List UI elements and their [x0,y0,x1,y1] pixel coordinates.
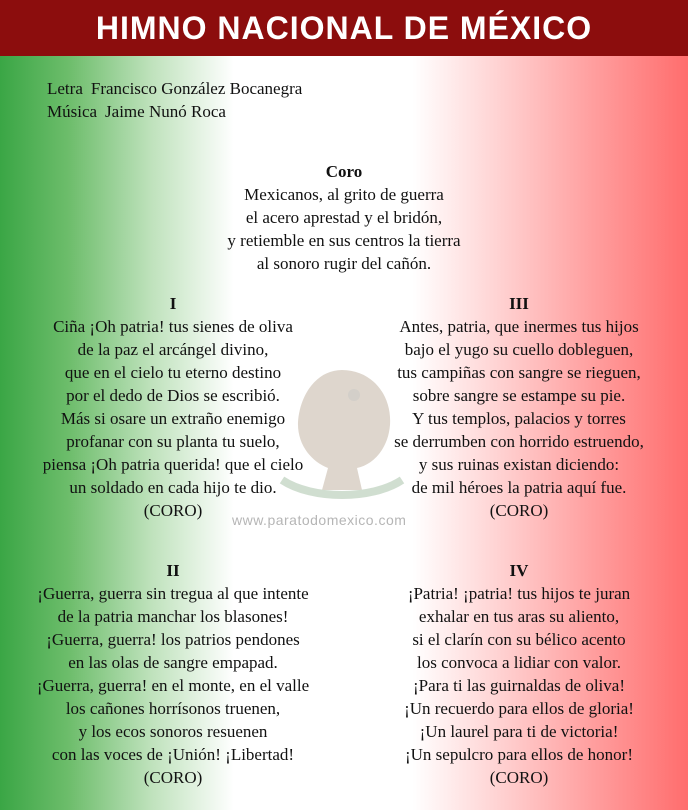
verse-line: Ciña ¡Oh patria! tus sienes de oliva [53,317,293,336]
verse-line: exhalar en tus aras su aliento, [418,607,620,626]
chorus-reference: (CORO) [489,501,549,520]
credit-label: Letra [47,79,83,98]
stanza-i [0,292,346,522]
verse-line: el acero aprestad y el bridón, [245,208,443,227]
stanza-heading: I [169,294,177,313]
verse-line: con las voces de ¡Unión! ¡Libertad! [51,745,295,764]
verse-line: Más si osare un extraño enemigo [60,409,286,428]
page-title: HIMNO NACIONAL DE MÉXICO [0,0,688,56]
stanza-ii [0,559,346,789]
stanza-heading: II [166,561,180,580]
verse-line: si el clarín con su bélico acento [412,630,626,649]
verse-line: ¡Patria! ¡patria! tus hijos te juran [407,584,631,603]
verse-line: ¡Guerra, guerra sin tregua al que intente [37,584,309,603]
stanza-heading: III [509,294,529,313]
verse-line: los cañones horrísonos truenen, [65,699,281,718]
verse-line: y sus ruinas existan diciendo: [418,455,620,474]
chorus-block [144,160,544,275]
stanza-iv [346,559,688,789]
verse-line: Antes, patria, que inermes tus hijos [399,317,639,336]
verse-line: Mexicanos, al grito de guerra [244,185,444,204]
verse-line: ¡Guerra, guerra! en el monte, en el valle [36,676,310,695]
verse-line: de mil héroes la patria aquí fue. [411,478,627,497]
verse-line: ¡Para ti las guirnaldas de oliva! [413,676,625,695]
verse-line: al sonoro rugir del cañón. [256,254,432,273]
verse-line: ¡Un sepulcro para ellos de honor! [404,745,633,764]
verse-line: de la paz el arcángel divino, [77,340,269,359]
chorus-reference: (CORO) [489,768,549,787]
verse-line: que en el cielo tu eterno destino [64,363,282,382]
stanza-iii [346,292,688,522]
verse-line: piensa ¡Oh patria querida! que el cielo [42,455,304,474]
verse-line: un soldado en cada hijo te dio. [69,478,277,497]
verse-line: profanar con su planta tu suelo, [66,432,280,451]
watermark: www.paratodomexico.com [232,512,407,528]
verse-line: y los ecos sonoros resuenen [78,722,268,741]
verse-line: ¡Un recuerdo para ellos de gloria! [404,699,634,718]
credits [47,77,302,123]
credit-value: Francisco González Bocanegra [90,79,303,98]
credit-music [47,100,302,123]
verse-line: ¡Guerra, guerra! los patrios pendones [46,630,300,649]
verse-line: y retiemble en sus centros la tierra [227,231,461,250]
verse-line: sobre sangre se estampe su pie. [412,386,626,405]
verse-line: se derrumben con horrido estruendo, [394,432,644,451]
verse-line: Y tus templos, palacios y torres [412,409,626,428]
verse-line: los convoca a lidiar con valor. [417,653,621,672]
verse-line: en las olas de sangre empapad. [68,653,278,672]
credit-lyrics [47,77,302,100]
verse-line: bajo el yugo su cuello dobleguen, [404,340,634,359]
verse-line: por el dedo de Dios se escribió. [66,386,280,405]
chorus-reference: (CORO) [143,768,203,787]
verse-line: ¡Un laurel para ti de victoria! [419,722,619,741]
verse-line: de la patria manchar los blasones! [57,607,289,626]
chorus-reference: (CORO) [143,501,203,520]
credit-label: Música [47,102,98,121]
verse-line: tus campiñas con sangre se rieguen, [397,363,641,382]
credit-value: Jaime Nunó Roca [105,102,226,121]
stanza-heading: IV [509,561,529,580]
chorus-heading: Coro [325,162,363,181]
